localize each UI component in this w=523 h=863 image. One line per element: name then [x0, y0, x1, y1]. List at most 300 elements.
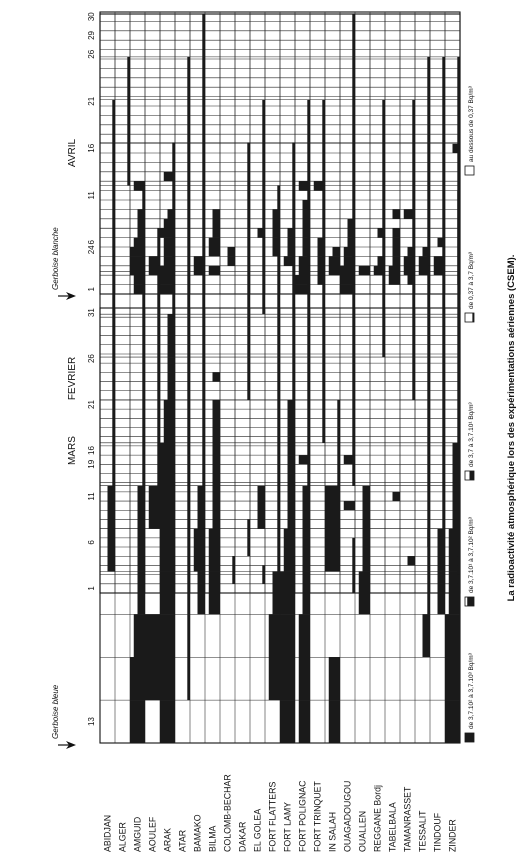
- data-cell: [202, 357, 205, 400]
- data-cell: [202, 57, 205, 100]
- data-cell: [344, 247, 355, 256]
- station-label: OUAGADOUGOU: [342, 780, 353, 852]
- station-label: FORT FLATTERS: [267, 781, 278, 852]
- data-cell: [408, 247, 416, 256]
- data-cell: [453, 443, 461, 486]
- data-cell: [389, 266, 400, 275]
- legend-label: au dessous de 0,37 Bq/m³: [468, 86, 475, 162]
- data-cell: [187, 143, 190, 186]
- data-cell: [457, 556, 460, 565]
- data-cell: [457, 266, 460, 275]
- data-cell: [457, 57, 460, 100]
- data-cell: [168, 209, 176, 218]
- data-cell: [359, 266, 370, 275]
- data-cell: [303, 228, 311, 237]
- month-label-mars: MARS: [67, 436, 78, 465]
- data-cell: [112, 100, 115, 143]
- data-cell: [352, 14, 355, 57]
- data-cell: [273, 209, 281, 218]
- data-cell: [277, 271, 280, 314]
- data-cell: [247, 228, 250, 271]
- data-cell: [303, 571, 311, 614]
- data-cell: [187, 186, 190, 229]
- tick-label: 16: [87, 143, 96, 153]
- data-cell: [295, 285, 310, 294]
- data-cell: [202, 565, 205, 574]
- data-cell: [292, 575, 295, 584]
- data-cell: [262, 575, 265, 584]
- data-cell: [112, 186, 115, 229]
- data-cell: [209, 247, 220, 256]
- data-cell: [393, 247, 401, 256]
- data-cell: [307, 357, 310, 400]
- data-cell: [329, 657, 340, 700]
- data-cell: [408, 556, 416, 565]
- station-label: EL GOLEA: [252, 808, 263, 852]
- data-cell: [427, 186, 430, 229]
- data-cell: [442, 57, 445, 100]
- data-cell: [138, 209, 146, 218]
- data-cell: [382, 186, 385, 229]
- data-cell: [442, 314, 445, 357]
- data-cell: [427, 57, 430, 100]
- data-cell: [453, 486, 461, 529]
- data-cell: [130, 657, 145, 700]
- tick-label: 1: [87, 586, 96, 591]
- data-cell: [160, 614, 175, 657]
- data-cell: [457, 357, 460, 400]
- data-cell: [307, 143, 310, 186]
- data-cell: [352, 565, 355, 574]
- data-cell: [187, 271, 190, 314]
- data-cell: [160, 275, 175, 284]
- data-cell: [442, 486, 445, 529]
- data-cell: [112, 271, 115, 314]
- data-cell: [138, 529, 146, 572]
- data-cell: [145, 614, 160, 657]
- tick-label: 31: [87, 308, 96, 318]
- data-cell: [160, 266, 175, 275]
- data-cell: [427, 538, 430, 547]
- data-cell: [423, 247, 431, 256]
- station-label: DAKAR: [237, 821, 248, 852]
- data-cell: [202, 400, 205, 443]
- data-cell: [269, 614, 280, 657]
- data-cell: [187, 486, 190, 529]
- data-cell: [348, 238, 356, 247]
- data-cell: [453, 144, 461, 153]
- cells-layer: [108, 14, 461, 743]
- data-cell: [404, 256, 415, 265]
- data-cell: [112, 357, 115, 400]
- data-cell: [209, 266, 220, 275]
- data-cell: [213, 443, 221, 486]
- data-cell: [202, 271, 205, 314]
- legend-label: de 3,7.10¹ à 3,7.10² Bq/m³: [468, 517, 475, 593]
- data-cell: [168, 314, 176, 357]
- data-cell: [303, 247, 311, 256]
- data-cell: [160, 529, 175, 572]
- data-cell: [457, 314, 460, 357]
- data-cell: [352, 314, 355, 357]
- data-cell: [352, 143, 355, 186]
- data-cell: [352, 575, 355, 584]
- data-cell: [352, 538, 355, 547]
- data-cell: [273, 247, 281, 256]
- data-cell: [378, 228, 386, 237]
- data-cell: [160, 228, 175, 237]
- data-cell: [337, 443, 340, 486]
- data-cell: [288, 247, 296, 256]
- tick-label: 6: [87, 540, 96, 545]
- data-cell: [344, 455, 355, 464]
- data-cell: [292, 314, 295, 357]
- data-cell: [412, 100, 415, 143]
- data-cell: [149, 486, 160, 529]
- station-label: TINDOUF: [432, 812, 443, 852]
- station-label: FORT TRINQUET: [312, 781, 323, 852]
- data-cell: [247, 186, 250, 229]
- station-label: ABIDJAN: [102, 814, 113, 852]
- data-cell: [419, 256, 430, 265]
- data-cell: [445, 657, 460, 700]
- data-cell: [160, 285, 175, 294]
- data-cell: [273, 228, 281, 237]
- data-cell: [299, 256, 310, 265]
- legend-label: de 3,7.10² à 3,7.10³ Bq/m³: [468, 653, 475, 729]
- data-cell: [382, 271, 385, 314]
- data-cell: [145, 657, 160, 700]
- legend-swatch-fill: [465, 733, 474, 742]
- data-cell: [442, 186, 445, 229]
- data-cell: [352, 556, 355, 565]
- data-cell: [322, 400, 325, 443]
- data-cell: [273, 571, 281, 614]
- data-cell: [322, 186, 325, 229]
- legend-label: de 0,37 à 3,7 Bq/m³: [468, 251, 475, 309]
- data-cell: [292, 143, 295, 186]
- event-label: Gerboise bleue: [51, 684, 60, 739]
- data-cell: [344, 256, 355, 265]
- data-cell: [228, 247, 236, 256]
- data-cell: [108, 529, 116, 572]
- data-cell: [262, 186, 265, 229]
- data-cell: [164, 256, 175, 265]
- data-cell: [142, 443, 145, 486]
- data-cell: [427, 314, 430, 357]
- data-cell: [299, 657, 310, 700]
- tick-label: 21: [87, 96, 96, 106]
- data-cell: [427, 571, 430, 614]
- data-cell: [352, 57, 355, 100]
- data-cell: [262, 143, 265, 186]
- data-cell: [202, 584, 205, 593]
- data-cell: [299, 614, 310, 657]
- data-cell: [359, 571, 370, 614]
- data-cell: [348, 228, 356, 237]
- data-cell: [202, 186, 205, 229]
- data-cell: [389, 275, 400, 284]
- data-cell: [318, 238, 326, 247]
- data-cell: [149, 266, 160, 275]
- station-label: OUALLEN: [357, 810, 368, 852]
- data-cell: [299, 181, 310, 190]
- station-label: ZINDER: [447, 819, 458, 852]
- data-cell: [457, 219, 460, 228]
- data-cell: [423, 614, 431, 657]
- data-cell: [303, 238, 311, 247]
- data-cell: [112, 443, 115, 486]
- legend-swatch-box: [465, 166, 474, 175]
- data-cell: [157, 357, 160, 400]
- data-cell: [337, 400, 340, 443]
- data-cell: [427, 357, 430, 400]
- data-cell: [138, 228, 146, 237]
- data-cell: [134, 275, 145, 284]
- station-label: FORT LAMY: [282, 801, 293, 852]
- legend-swatch-fill: [472, 313, 474, 322]
- data-cell: [228, 256, 236, 265]
- data-cell: [202, 529, 205, 538]
- data-cell: [277, 443, 280, 486]
- data-cell: [374, 266, 385, 275]
- data-cell: [284, 256, 295, 265]
- data-cell: [269, 657, 280, 700]
- event-label: Gerboise blanche: [51, 227, 60, 290]
- data-cell: [157, 443, 160, 486]
- station-label: BAMAKO: [192, 814, 203, 852]
- data-cell: [288, 443, 296, 486]
- data-cell: [457, 575, 460, 584]
- data-cell: [318, 275, 326, 284]
- data-cell: [187, 57, 190, 100]
- data-cell: [187, 357, 190, 400]
- station-label: TESSALIT: [417, 810, 428, 852]
- data-cell: [134, 614, 145, 657]
- data-cell: [352, 400, 355, 443]
- data-cell: [168, 357, 176, 400]
- data-cell: [288, 238, 296, 247]
- data-cell: [382, 143, 385, 186]
- data-cell: [164, 400, 175, 443]
- data-cell: [299, 455, 310, 464]
- data-cell: [134, 285, 145, 294]
- data-cell: [112, 143, 115, 186]
- data-cell: [408, 275, 416, 284]
- data-cell: [232, 565, 235, 574]
- data-cell: [194, 256, 205, 265]
- data-cell: [157, 271, 160, 314]
- data-cell: [130, 247, 145, 256]
- data-cell: [202, 519, 205, 528]
- data-cell: [247, 538, 250, 547]
- station-label: AMGUID: [132, 816, 143, 852]
- data-cell: [442, 575, 445, 584]
- data-cell: [213, 209, 221, 218]
- data-cell: [258, 228, 266, 237]
- data-cell: [142, 314, 145, 357]
- data-cell: [168, 382, 176, 391]
- data-cell: [202, 14, 205, 57]
- data-cell: [262, 271, 265, 314]
- data-cell: [130, 256, 145, 265]
- data-cell: [457, 191, 460, 200]
- data-cell: [164, 172, 175, 181]
- data-cell: [329, 700, 340, 743]
- data-cell: [160, 571, 175, 614]
- data-cell: [194, 266, 205, 275]
- data-cell: [329, 266, 340, 275]
- station-label: TABELBALA: [387, 802, 398, 852]
- data-cell: [130, 700, 145, 743]
- data-cell: [352, 547, 355, 556]
- data-cell: [202, 556, 205, 565]
- data-cell: [457, 256, 460, 265]
- data-cell: [340, 266, 355, 275]
- data-cell: [412, 314, 415, 357]
- data-cell: [187, 100, 190, 143]
- data-cell: [457, 100, 460, 143]
- data-cell: [130, 266, 145, 275]
- data-cell: [149, 256, 160, 265]
- data-cell: [280, 657, 295, 700]
- data-cell: [442, 565, 445, 574]
- data-cell: [442, 443, 445, 486]
- tick-label: 1: [87, 287, 96, 292]
- data-cell: [378, 256, 386, 265]
- tick-label: 16: [87, 446, 96, 455]
- data-cell: [333, 247, 341, 256]
- data-cell: [288, 486, 296, 529]
- data-cell: [134, 238, 145, 247]
- data-cell: [382, 100, 385, 143]
- data-cell: [412, 357, 415, 400]
- tick-label: 24: [87, 245, 96, 255]
- data-cell: [427, 443, 430, 486]
- data-cell: [457, 584, 460, 593]
- data-cell: [202, 100, 205, 143]
- data-cell: [157, 314, 160, 357]
- data-cell: [160, 443, 175, 486]
- data-cell: [325, 529, 340, 572]
- data-cell: [288, 400, 296, 443]
- station-label: REGGANE Bordj: [372, 785, 383, 852]
- data-cell: [213, 486, 221, 529]
- data-cell: [457, 275, 460, 284]
- data-cell: [438, 238, 446, 247]
- data-cell: [438, 529, 446, 572]
- data-cell: [303, 219, 311, 228]
- data-cell: [187, 614, 190, 657]
- data-cell: [393, 228, 401, 237]
- tick-label: 11: [87, 492, 96, 501]
- data-cell: [247, 271, 250, 314]
- data-cell: [404, 266, 415, 275]
- data-cell: [352, 357, 355, 400]
- data-cell: [187, 571, 190, 614]
- tick-label: 26: [87, 49, 96, 59]
- data-cell: [427, 271, 430, 314]
- data-cell: [202, 143, 205, 186]
- data-cell: [292, 186, 295, 229]
- data-cell: [393, 209, 401, 218]
- month-label-fevrier: FEVRIER: [67, 356, 78, 401]
- tick-label: 29: [87, 30, 96, 40]
- data-cell: [299, 700, 310, 743]
- station-label: COLOMB-BECHAR: [222, 774, 233, 852]
- data-cell: [340, 285, 355, 294]
- data-cell: [138, 219, 146, 228]
- data-cell: [393, 492, 401, 501]
- data-cell: [232, 575, 235, 584]
- data-cell: [404, 209, 415, 218]
- data-cell: [303, 209, 311, 218]
- data-cell: [209, 571, 220, 614]
- data-cell: [352, 100, 355, 143]
- data-cell: [247, 519, 250, 528]
- data-cell: [318, 256, 326, 265]
- data-cell: [209, 529, 220, 572]
- data-cell: [427, 529, 430, 538]
- data-cell: [322, 143, 325, 186]
- data-cell: [348, 219, 356, 228]
- data-cell: [427, 400, 430, 443]
- data-cell: [160, 700, 175, 743]
- data-cell: [187, 529, 190, 572]
- data-cell: [442, 143, 445, 186]
- data-cell: [442, 100, 445, 143]
- data-cell: [134, 181, 145, 190]
- data-cell: [160, 657, 175, 700]
- tick-label: 21: [87, 400, 96, 409]
- station-label: ATAR: [177, 829, 188, 852]
- data-cell: [352, 584, 355, 593]
- chart-title: La radioactivité atmosphérique lors des expérimentations aériennes (CSEM).: [506, 254, 517, 602]
- station-label: IN SALAH: [327, 811, 338, 852]
- data-cell: [393, 238, 401, 247]
- data-cell: [138, 486, 146, 529]
- data-cell: [164, 247, 175, 256]
- data-cell: [382, 314, 385, 357]
- data-cell: [277, 529, 280, 572]
- data-cell: [427, 143, 430, 186]
- data-cell: [273, 238, 281, 247]
- tick-label: 6: [87, 240, 96, 245]
- data-cell: [292, 357, 295, 400]
- data-cell: [258, 486, 266, 529]
- station-label: AOULEF: [147, 816, 158, 852]
- data-cell: [427, 486, 430, 529]
- data-cell: [457, 400, 460, 443]
- data-cell: [187, 443, 190, 486]
- data-cell: [213, 400, 221, 443]
- data-cell: [307, 100, 310, 143]
- data-cell: [142, 400, 145, 443]
- data-cell: [112, 400, 115, 443]
- data-cell: [299, 266, 310, 275]
- data-cell: [138, 571, 146, 614]
- station-label: BILMA: [207, 825, 218, 852]
- legend-swatch-fill: [467, 597, 474, 606]
- data-cell: [288, 228, 296, 237]
- data-cell: [247, 547, 250, 556]
- data-cell: [247, 357, 250, 400]
- data-cell: [442, 400, 445, 443]
- data-cell: [434, 266, 445, 275]
- data-cell: [434, 256, 445, 265]
- data-cell: [280, 700, 295, 743]
- data-cell: [213, 372, 221, 381]
